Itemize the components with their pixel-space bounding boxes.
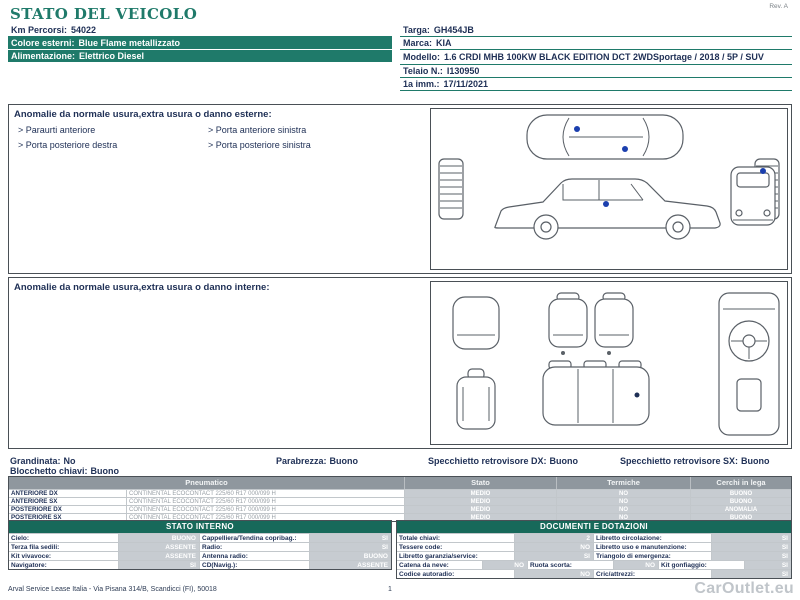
seat-back-icon — [457, 369, 495, 429]
vehicle-info-right — [400, 24, 792, 91]
rear-bench-icon — [543, 361, 649, 425]
field-value: Blue Flame metallizzato — [78, 38, 181, 48]
tire-tread-left-icon — [439, 159, 463, 219]
row-value: NO — [614, 560, 659, 569]
row-label: Radio: — [200, 542, 310, 551]
dashboard-steering-icon — [719, 293, 779, 435]
row-value: SI — [310, 542, 391, 551]
column-header: Termiche — [557, 477, 691, 489]
list-item: > Porta posteriore destra — [18, 140, 118, 150]
row-value: SI — [745, 560, 791, 569]
tire-termiche: NO — [557, 513, 691, 521]
damage-dot — [603, 201, 609, 207]
list-item: > Porta anteriore sinistra — [208, 125, 307, 135]
damage-dot — [622, 146, 628, 152]
row-label: Cappelliera/Tendina copribag.: — [200, 533, 310, 542]
vehicle-info-left — [8, 24, 392, 63]
table-row — [397, 560, 791, 569]
table-row — [397, 569, 791, 578]
field-label: Colore esterni: — [11, 38, 75, 48]
tire-position: POSTERIORE DX — [9, 505, 127, 513]
summary-value: Buono — [329, 456, 359, 466]
field-label: Marca: — [403, 38, 433, 48]
tire-position: POSTERIORE SX — [9, 513, 127, 521]
interior-anomalies-section — [8, 277, 792, 449]
row-label: Kit vivavoce: — [9, 551, 119, 560]
tires-table — [8, 476, 792, 522]
summary-specchietto-dx — [428, 456, 578, 466]
tire-stato: MEDIO — [405, 505, 557, 513]
row-label: Libretto uso e manutenzione: — [594, 542, 712, 551]
column-header: Cerchi in lega — [691, 477, 791, 489]
summary-value: Buono — [549, 456, 579, 466]
row-label: Antenna radio: — [200, 551, 310, 560]
field-label: 1a imm.: — [403, 79, 440, 89]
tire-spec: CONTINENTAL ECOCONTACT 225/60 R17 000/099 H — [127, 505, 405, 513]
row-label: Libretto garanzia/service: — [397, 551, 515, 560]
row-label: Tessere code: — [397, 542, 515, 551]
row-value: SI — [515, 551, 594, 560]
table-row — [397, 551, 791, 560]
tire-termiche: NO — [557, 505, 691, 513]
marker-dot — [635, 393, 640, 398]
summary-parabrezza — [276, 456, 358, 466]
tire-stato: MEDIO — [405, 489, 557, 497]
row-label: Libretto circolazione: — [594, 533, 712, 542]
table-row — [397, 542, 791, 551]
summary-value: Buono — [741, 456, 770, 466]
car-interior-diagram — [430, 281, 788, 445]
footer-company-address: Arval Service Lease Italia - Via Pisana 314/B, Scandicci (FI), 50018 — [8, 586, 217, 593]
row-label: Triangolo di emergenza: — [594, 551, 712, 560]
field-marca — [400, 37, 792, 50]
table-title: DOCUMENTI E DOTAZIONI — [397, 521, 791, 533]
row-label: Codice autoradio: — [397, 569, 515, 578]
row-value: ASSENTE — [310, 560, 391, 569]
car-side-view — [495, 179, 720, 239]
tire-position: ANTERIORE SX — [9, 497, 127, 505]
summary-grandinata — [10, 456, 76, 466]
table-row — [9, 551, 391, 560]
row-value: SI — [712, 569, 791, 578]
tire-cerchi: ANOMALIA — [691, 505, 791, 513]
car-exterior-sketch — [431, 109, 787, 269]
tire-cerchi: BUONO — [691, 497, 791, 505]
field-value: 1.6 CRDI MHB 100KW BLACK EDITION DCT 2WDSportage / 2018 / 5P / SUV — [444, 52, 764, 62]
front-seats-icon — [549, 293, 633, 347]
summary-label: Parabrezza: — [276, 456, 327, 466]
row-value: SI — [712, 542, 791, 551]
summary-label: Blocchetto chiavi: — [10, 466, 88, 476]
row-value: 2 — [515, 533, 594, 542]
row-value: BUONO — [310, 551, 391, 560]
summary-value: No — [63, 456, 76, 466]
field-label: Targa: — [403, 25, 430, 35]
field-prima-imm — [400, 78, 792, 91]
row-value: SI — [310, 533, 391, 542]
row-label: Terza fila sedili: — [9, 542, 119, 551]
condition-summary — [8, 456, 792, 476]
table-title: STATO INTERNO — [9, 521, 391, 533]
table-row — [9, 505, 791, 513]
watermark: CarOutlet.eu — [694, 580, 794, 597]
row-value: ASSENTE — [119, 542, 200, 551]
car-exterior-diagram — [430, 108, 788, 270]
car-interior-sketch — [431, 282, 787, 444]
damage-dot — [574, 126, 580, 132]
interior-state-table — [8, 520, 392, 570]
table-row — [9, 489, 791, 497]
summary-label: Grandinata: — [10, 456, 61, 466]
row-label: Ruota scorta: — [528, 560, 614, 569]
field-label: Km Percorsi: — [11, 25, 68, 35]
field-targa — [400, 24, 792, 37]
table-row — [9, 533, 391, 542]
field-value: I130950 — [446, 66, 480, 76]
field-value: 17/11/2021 — [443, 79, 489, 89]
column-header: Stato — [405, 477, 557, 489]
tire-spec: CONTINENTAL ECOCONTACT 225/60 R17 000/099 H — [127, 497, 405, 505]
marker-dot — [561, 351, 565, 355]
row-value: SI — [119, 560, 200, 569]
row-label: Kit gonfiaggio: — [659, 560, 745, 569]
tire-position: ANTERIORE DX — [9, 489, 127, 497]
revision-label: Rev. A — [769, 3, 788, 10]
row-value: SI — [712, 551, 791, 560]
row-label: Catena da neve: — [397, 560, 483, 569]
row-value: NO — [515, 542, 594, 551]
row-value: SI — [712, 533, 791, 542]
marker-dot — [607, 351, 611, 355]
field-label: Modello: — [403, 52, 440, 62]
damage-dot — [760, 168, 766, 174]
row-label: Totale chiavi: — [397, 533, 515, 542]
table-row — [9, 560, 391, 569]
tire-spec: CONTINENTAL ECOCONTACT 225/60 R17 000/099 H — [127, 489, 405, 497]
field-colore-esterni — [8, 37, 392, 50]
table-row — [9, 542, 391, 551]
tires-table-header — [9, 477, 791, 489]
field-label: Telaio N.: — [403, 66, 443, 76]
summary-blocchetto-chiavi — [10, 466, 119, 476]
tire-cerchi: BUONO — [691, 489, 791, 497]
field-modello — [400, 50, 792, 65]
exterior-anomalies-section — [8, 104, 792, 274]
tire-termiche: NO — [557, 489, 691, 497]
row-value: NO — [483, 560, 528, 569]
tire-spec: CONTINENTAL ECOCONTACT 225/60 R17 000/099 H — [127, 513, 405, 521]
page-number: 1 — [388, 586, 392, 593]
field-value: 54022 — [71, 25, 97, 35]
field-alimentazione — [8, 50, 392, 63]
row-label: Cric/attrezzi: — [594, 569, 712, 578]
field-km-percorsi — [8, 24, 392, 37]
car-front-view — [731, 167, 775, 225]
summary-label: Specchietto retrovisore DX: — [428, 456, 547, 466]
row-value: NO — [515, 569, 594, 578]
list-item: > Paraurti anteriore — [18, 125, 96, 135]
field-telaio — [400, 65, 792, 78]
table-row — [9, 497, 791, 505]
page-title: STATO DEL VEICOLO — [10, 5, 198, 23]
row-label: Cielo: — [9, 533, 119, 542]
field-label: Alimentazione: — [11, 51, 76, 61]
seat-top-icon — [453, 297, 499, 349]
row-label: Navigatore: — [9, 560, 119, 569]
row-value: BUONO — [119, 533, 200, 542]
summary-specchietto-sx — [620, 456, 770, 466]
row-value: ASSENTE — [119, 551, 200, 560]
field-value: GH454JB — [433, 25, 474, 35]
summary-value: Buono — [90, 466, 120, 476]
interior-anomalies-title: Anomalie da normale usura,extra usura o danno interne: — [14, 282, 270, 293]
tire-cerchi: BUONO — [691, 513, 791, 521]
table-row — [397, 533, 791, 542]
tire-stato: MEDIO — [405, 497, 557, 505]
tire-stato: MEDIO — [405, 513, 557, 521]
tire-termiche: NO — [557, 497, 691, 505]
documents-table — [396, 520, 792, 579]
exterior-anomalies-title: Anomalie da normale usura,extra usura o danno esterne: — [14, 109, 272, 120]
field-value: Elettrico Diesel — [79, 51, 145, 61]
car-top-view — [527, 115, 683, 159]
column-header: Pneumatico — [9, 477, 405, 489]
list-item: > Porta posteriore sinistra — [208, 140, 311, 150]
field-value: KIA — [436, 38, 452, 48]
summary-label: Specchietto retrovisore SX: — [620, 456, 739, 466]
row-label: CD(Navig.): — [200, 560, 310, 569]
